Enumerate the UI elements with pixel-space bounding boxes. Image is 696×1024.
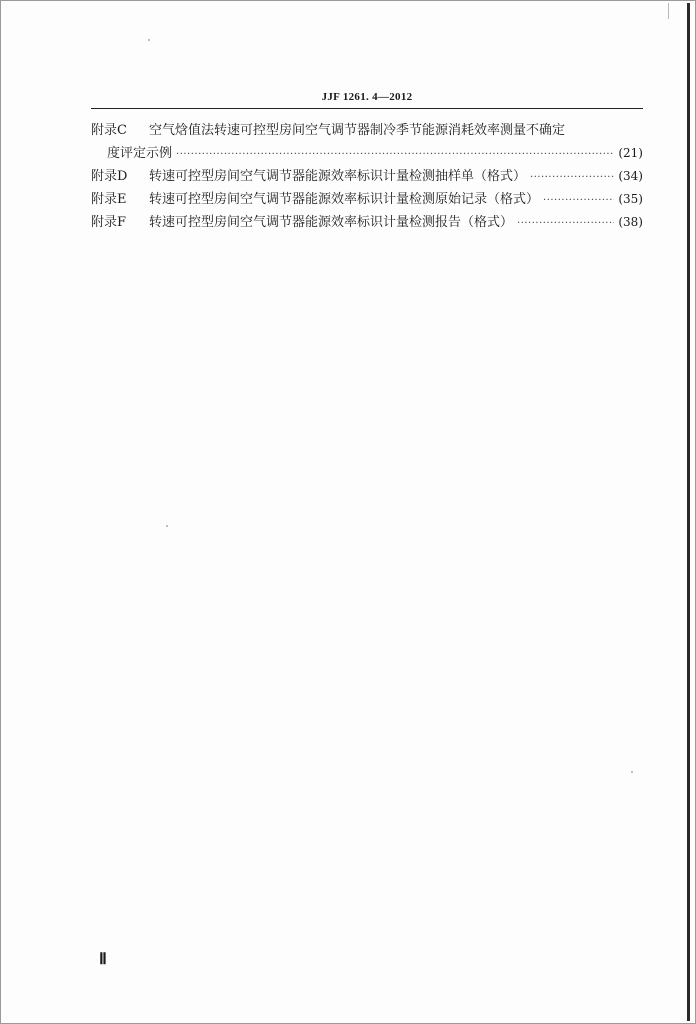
scan-speck [631,771,633,773]
toc-entry-label: 附录C [91,123,127,138]
scan-speck [148,39,150,41]
page-header: JJF 1261. 4—2012 [321,91,413,103]
toc-entry-page: (34) [618,169,643,183]
toc-entry [91,211,643,234]
header-rule [91,108,643,109]
toc-entry-title: 转速可控型房间空气调节器能源效率标识计量检测报告（格式） [149,215,514,230]
table-of-contents [91,119,643,234]
toc-entry [91,188,643,211]
toc-entry-title: 转速可控型房间空气调节器能源效率标识计量检测抽样单（格式） [149,169,527,184]
toc-entry-label: 附录D [91,169,128,184]
binding-edge-mark [668,3,669,19]
page-number: Ⅱ [99,951,107,968]
toc-entry-title: 转速可控型房间空气调节器能源效率标识计量检测原始记录（格式） [149,192,540,207]
toc-entry [91,165,643,188]
toc-leader-dots [530,172,614,183]
toc-entry-title: 空气焓值法转速可控型房间空气调节器制冷季节能源消耗效率测量不确定 [149,123,566,138]
toc-entry-continuation [91,142,643,165]
toc-leader-dots [517,218,614,229]
toc-entry-label: 附录E [91,192,127,207]
toc-entry-page: (35) [618,192,643,206]
toc-entry-page: (38) [618,215,643,229]
binding-edge-line [687,3,690,1021]
toc-entry [91,119,643,142]
toc-leader-dots [543,195,614,206]
scan-speck [166,525,168,527]
toc-leader-dots [176,149,614,160]
toc-entry-page: (21) [618,146,643,160]
toc-entry-label: 附录F [91,215,127,230]
toc-entry-title-continuation: 度评定示例 [107,146,173,161]
